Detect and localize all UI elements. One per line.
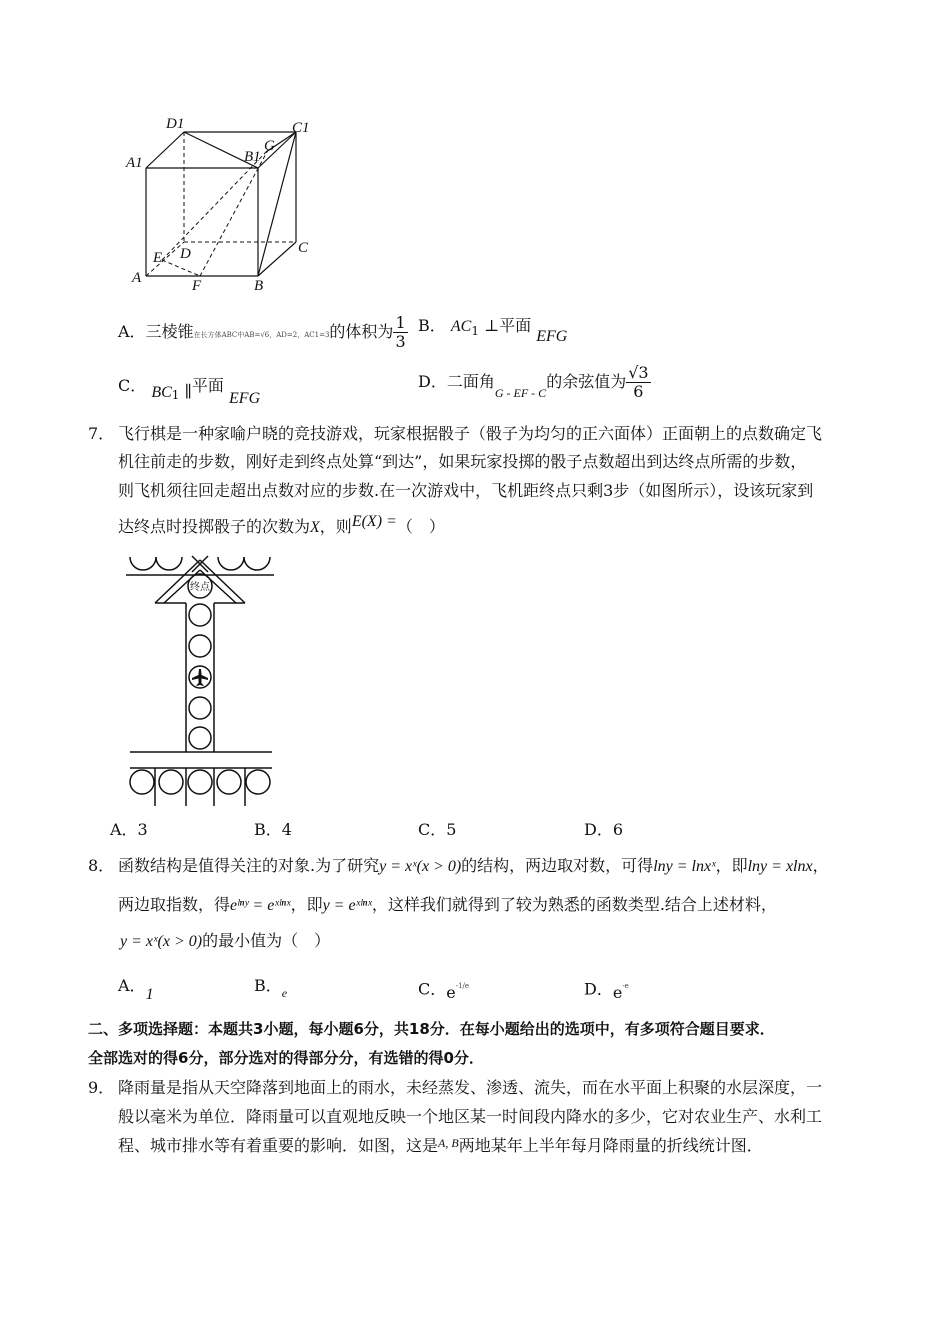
q9-line-3: 程、城市排水等有着重要的影响．如图，这是$^{A, B}$两地某年上半年每月降雨量的折线统计图．	[118, 1136, 763, 1155]
q6-option-d[interactable]: D．二面角$_{G - EF - C}$的余弦值为 $\frac{√3}{6}$	[418, 363, 649, 401]
fraction: $\frac{1}{3}$	[395, 313, 406, 351]
q8-line-2: 两边取指数，得eˡⁿʸ = eˣˡⁿˣ，即y = eˣˡⁿˣ，这样我们就得到了较为熟悉的函数类型.结合上述材料，	[118, 895, 777, 914]
q9-line-2: 般以毫米为单位．降雨量可以直观地反映一个地区某一时间段内降水的多少，它对农业生产、水利工	[118, 1107, 823, 1126]
fraction: $\frac{√3}{6}$	[628, 363, 649, 401]
q9-number: 9．	[88, 1078, 115, 1097]
q6-option-b[interactable]: B． $AC_1$ ⊥平面 EFG	[418, 316, 568, 345]
q8-option-b[interactable]: B．$_e$	[254, 976, 288, 1000]
q6-option-a[interactable]: A．三棱锥在长方体ABC中AB=√6，AD=2，AC1=3的体积为 $\frac{1}{3}$	[118, 313, 406, 351]
q6-option-c[interactable]: C． $BC_1$ ∥平面 EFG	[118, 376, 261, 407]
q8-line-3: y = xˣ(x > 0)的最小值为（ ）	[120, 931, 331, 950]
flight-chess-board	[120, 552, 280, 812]
section-2-heading-line-1: 二、多项选择题：本题共3小题，每小题6分，共18分．在每小题给出的选项中，有多项符合题目要求．	[88, 1020, 775, 1038]
end-label: 终点	[190, 582, 210, 593]
q7-line-3: 则飞机须往回走超出点数对应的步数.在一次游戏中，飞机距终点只剩3步（如图所示），设该玩家到	[118, 481, 814, 500]
q9-line-1: 降雨量是指从天空降落到地面上的雨水，未经蒸发、渗透、流失，而在水平面上积聚的水层深度，一	[118, 1078, 823, 1097]
label-b1: B1	[244, 149, 261, 165]
label-g: G	[264, 138, 275, 154]
label-f: F	[192, 278, 202, 294]
q8-option-a[interactable]: A．1	[118, 976, 154, 1003]
cube-figure	[120, 108, 320, 298]
q7-option-b[interactable]: B．4	[254, 820, 292, 839]
q7-option-c[interactable]: C．5	[418, 820, 457, 839]
q7-number: 7．	[88, 424, 115, 443]
label-c1: C1	[292, 120, 310, 136]
q6-option-a-tiny-text: 在长方体ABC中AB=√6，AD=2，AC1=3	[193, 331, 330, 339]
q7-line-1: 飞行棋是一种家喻户晓的竞技游戏，玩家根据骰子（骰子为均匀的正六面体）正面朝上的点数确定飞	[118, 424, 823, 443]
label-e: E	[153, 250, 163, 266]
q7-option-d[interactable]: D．6	[584, 820, 624, 839]
q8-option-c[interactable]: C．$e^{-1/e}$	[418, 979, 470, 1003]
q7-option-a[interactable]: A．3	[110, 820, 148, 839]
label-a: A	[132, 270, 142, 286]
label-a1: A1	[126, 155, 143, 171]
label-c: C	[298, 240, 309, 256]
q8-number: 8．	[88, 856, 115, 875]
label-d: D	[180, 246, 191, 262]
section-2-heading-line-2: 全部选对的得6分，部分选对的得部分分，有选错的得0分．	[88, 1049, 484, 1067]
q8-line-1: 函数结构是值得关注的对象.为了研究y = xˣ(x > 0)的结构，两边取对数，可得lny = lnxˣ，即lny = xlnx，	[118, 856, 829, 875]
airplane-icon	[192, 669, 208, 686]
label-b: B	[254, 278, 264, 294]
q7-line-4: 达终点时投掷骰子的次数为X，则E(X) =（ ）	[118, 513, 445, 536]
q8-option-d[interactable]: D．$e^{-e}$	[584, 979, 629, 1003]
q7-line-2: 机往前走的步数，刚好走到终点处算“到达”，如果玩家投掷的骰子点数超出到达终点所需的步数，	[118, 452, 807, 471]
label-d1: D1	[166, 116, 185, 132]
